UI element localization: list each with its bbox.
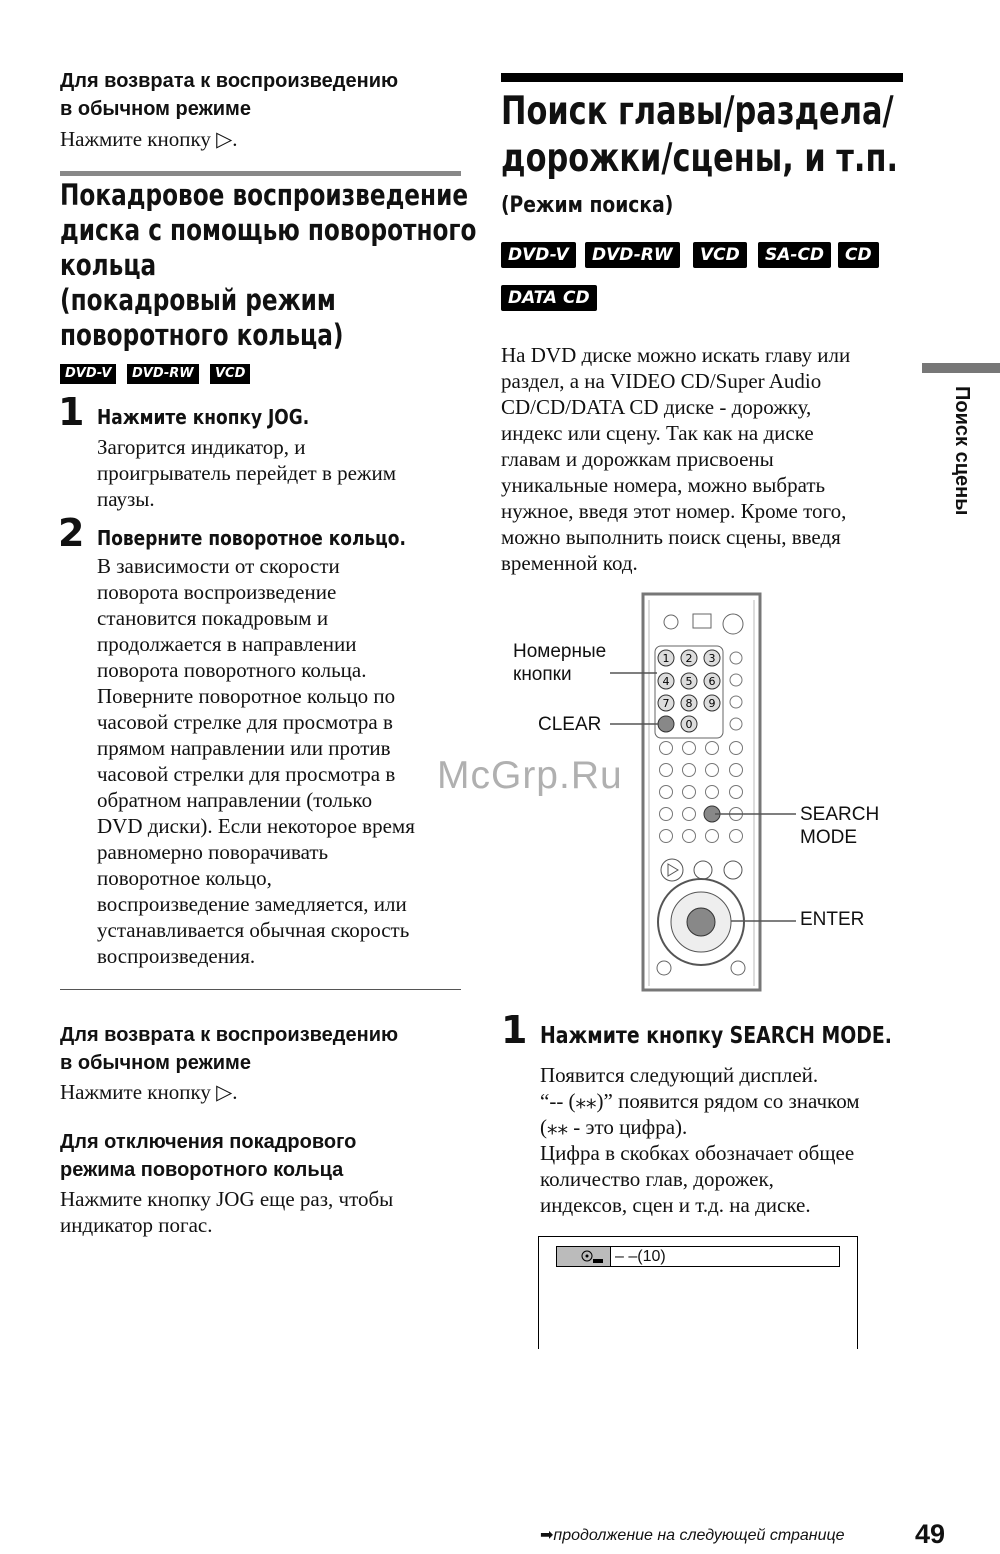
- on-screen-display: [538, 1236, 858, 1349]
- section-divider: [60, 171, 461, 176]
- badge-vcd: VCD: [210, 364, 250, 384]
- step-heading-jog: Нажмите кнопку JOG.: [97, 405, 310, 429]
- page-number: 49: [915, 1519, 946, 1549]
- badge-sa-cd: SA-CD: [758, 242, 831, 268]
- remote-digit-label: 4: [662, 675, 670, 688]
- disc-icon: [557, 1247, 611, 1266]
- left-section-title: Покадровое воспроизведение диска с помощью поворотного кольца (покадровый режим поворотного кольца): [60, 178, 477, 352]
- continued-note: ➡продолжение на следующей странице: [540, 1527, 845, 1544]
- side-tab-bar: [922, 363, 1000, 373]
- badge-dvd-rw: DVD-RW: [585, 242, 680, 268]
- return-heading-2: Для возврата к воспроизведению в обычном режиме: [60, 1024, 399, 1074]
- search-bar: [556, 1246, 840, 1267]
- step-number-2: 2: [58, 511, 85, 555]
- intro-text: На DVD диске можно искать главу или раздел, а на VIDEO CD/Super Audio CD/CD/DATA CD диске - дорожку, индекс или сцену. Так как на диске главам и дорожкам присвоены уникальные номера, можно выбрать нужное, введя этот номер. Кроме того, можно выполнить поиск сцены, введя временной код.: [501, 343, 851, 575]
- remote-digit-label: 2: [685, 652, 693, 665]
- callout-enter: ENTER: [800, 909, 865, 930]
- step-number-search: 1: [501, 1008, 528, 1052]
- watermark: McGrp.Ru: [437, 754, 623, 797]
- right-section-title: Поиск главы/раздела/ дорожки/сцены, и т.п.: [501, 89, 899, 181]
- step-text-ring: В зависимости от скорости поворота воспроизведение становится покадровым и продолжается в направлении поворота поворотного кольца. Поверните поворотное кольцо по часовой стрелке для просмотра в прямом направлении или против часовой стрелки для просмотра в обратном направлении (только DVD диски). Если некоторое время равномерно поворачивать поворотное кольцо, воспроизведение замедляется, или устанавливается обычная скорость воспроизведения.: [97, 554, 415, 968]
- remote-digit-label: 8: [685, 697, 693, 710]
- right-subtitle: (Режим поиска): [501, 193, 674, 218]
- remote-digit-label: 5: [685, 675, 693, 688]
- badge-data-cd: DATA CD: [501, 285, 597, 311]
- return-heading-1: Для возврата к воспроизведению в обычном режиме: [60, 70, 399, 120]
- search-value: – –(10): [615, 1248, 666, 1265]
- step-heading-search-mode: Нажмите кнопку SEARCH MODE.: [540, 1023, 892, 1049]
- step-number-1: 1: [58, 390, 85, 434]
- badge-dvd-v: DVD-V: [60, 364, 116, 384]
- remote-clear-button: [658, 716, 674, 732]
- cancel-heading: Для отключения покадрового режима поворотного кольца: [60, 1131, 357, 1181]
- title-rule: [501, 73, 903, 82]
- callout-number-buttons: Номерные кнопки: [513, 641, 607, 685]
- callout-clear: CLEAR: [538, 714, 602, 735]
- return-text-2: Нажмите кнопку ▷.: [60, 1080, 238, 1104]
- step-heading-ring: Поверните поворотное кольцо.: [97, 526, 406, 550]
- remote-digit-label: 9: [708, 697, 716, 710]
- step-text-jog: Загорится индикатор, и проигрыватель перейдет в режим паузы.: [97, 435, 396, 511]
- badge-dvd-rw: DVD-RW: [127, 364, 199, 384]
- return-text-1: Нажмите кнопку ▷.: [60, 127, 238, 151]
- remote-digit-label: 0: [685, 718, 693, 731]
- badge-vcd: VCD: [693, 242, 747, 268]
- cancel-text: Нажмите кнопку JOG еще раз, чтобы индикатор погас.: [60, 1187, 394, 1237]
- remote-digit-label: 6: [708, 675, 716, 688]
- remote-digit-label: 7: [662, 697, 670, 710]
- remote-digit-label: 3: [708, 652, 716, 665]
- callout-search-mode: SEARCH MODE: [800, 804, 880, 848]
- remote-digit-label: 1: [662, 652, 670, 665]
- badge-dvd-v: DVD-V: [501, 242, 576, 268]
- step-text-search-mode: Появится следующий дисплей. “-- (⁎⁎)” появится рядом со значком (⁎⁎ - это цифра). Цифра в скобках обозначает общее количество глав, дорожек, индексов, сцен и т.д. на диске.: [540, 1063, 860, 1217]
- section-divider-thin: [60, 989, 461, 990]
- side-tab-label: Поиск сцены: [951, 386, 973, 516]
- badge-cd: CD: [838, 242, 879, 268]
